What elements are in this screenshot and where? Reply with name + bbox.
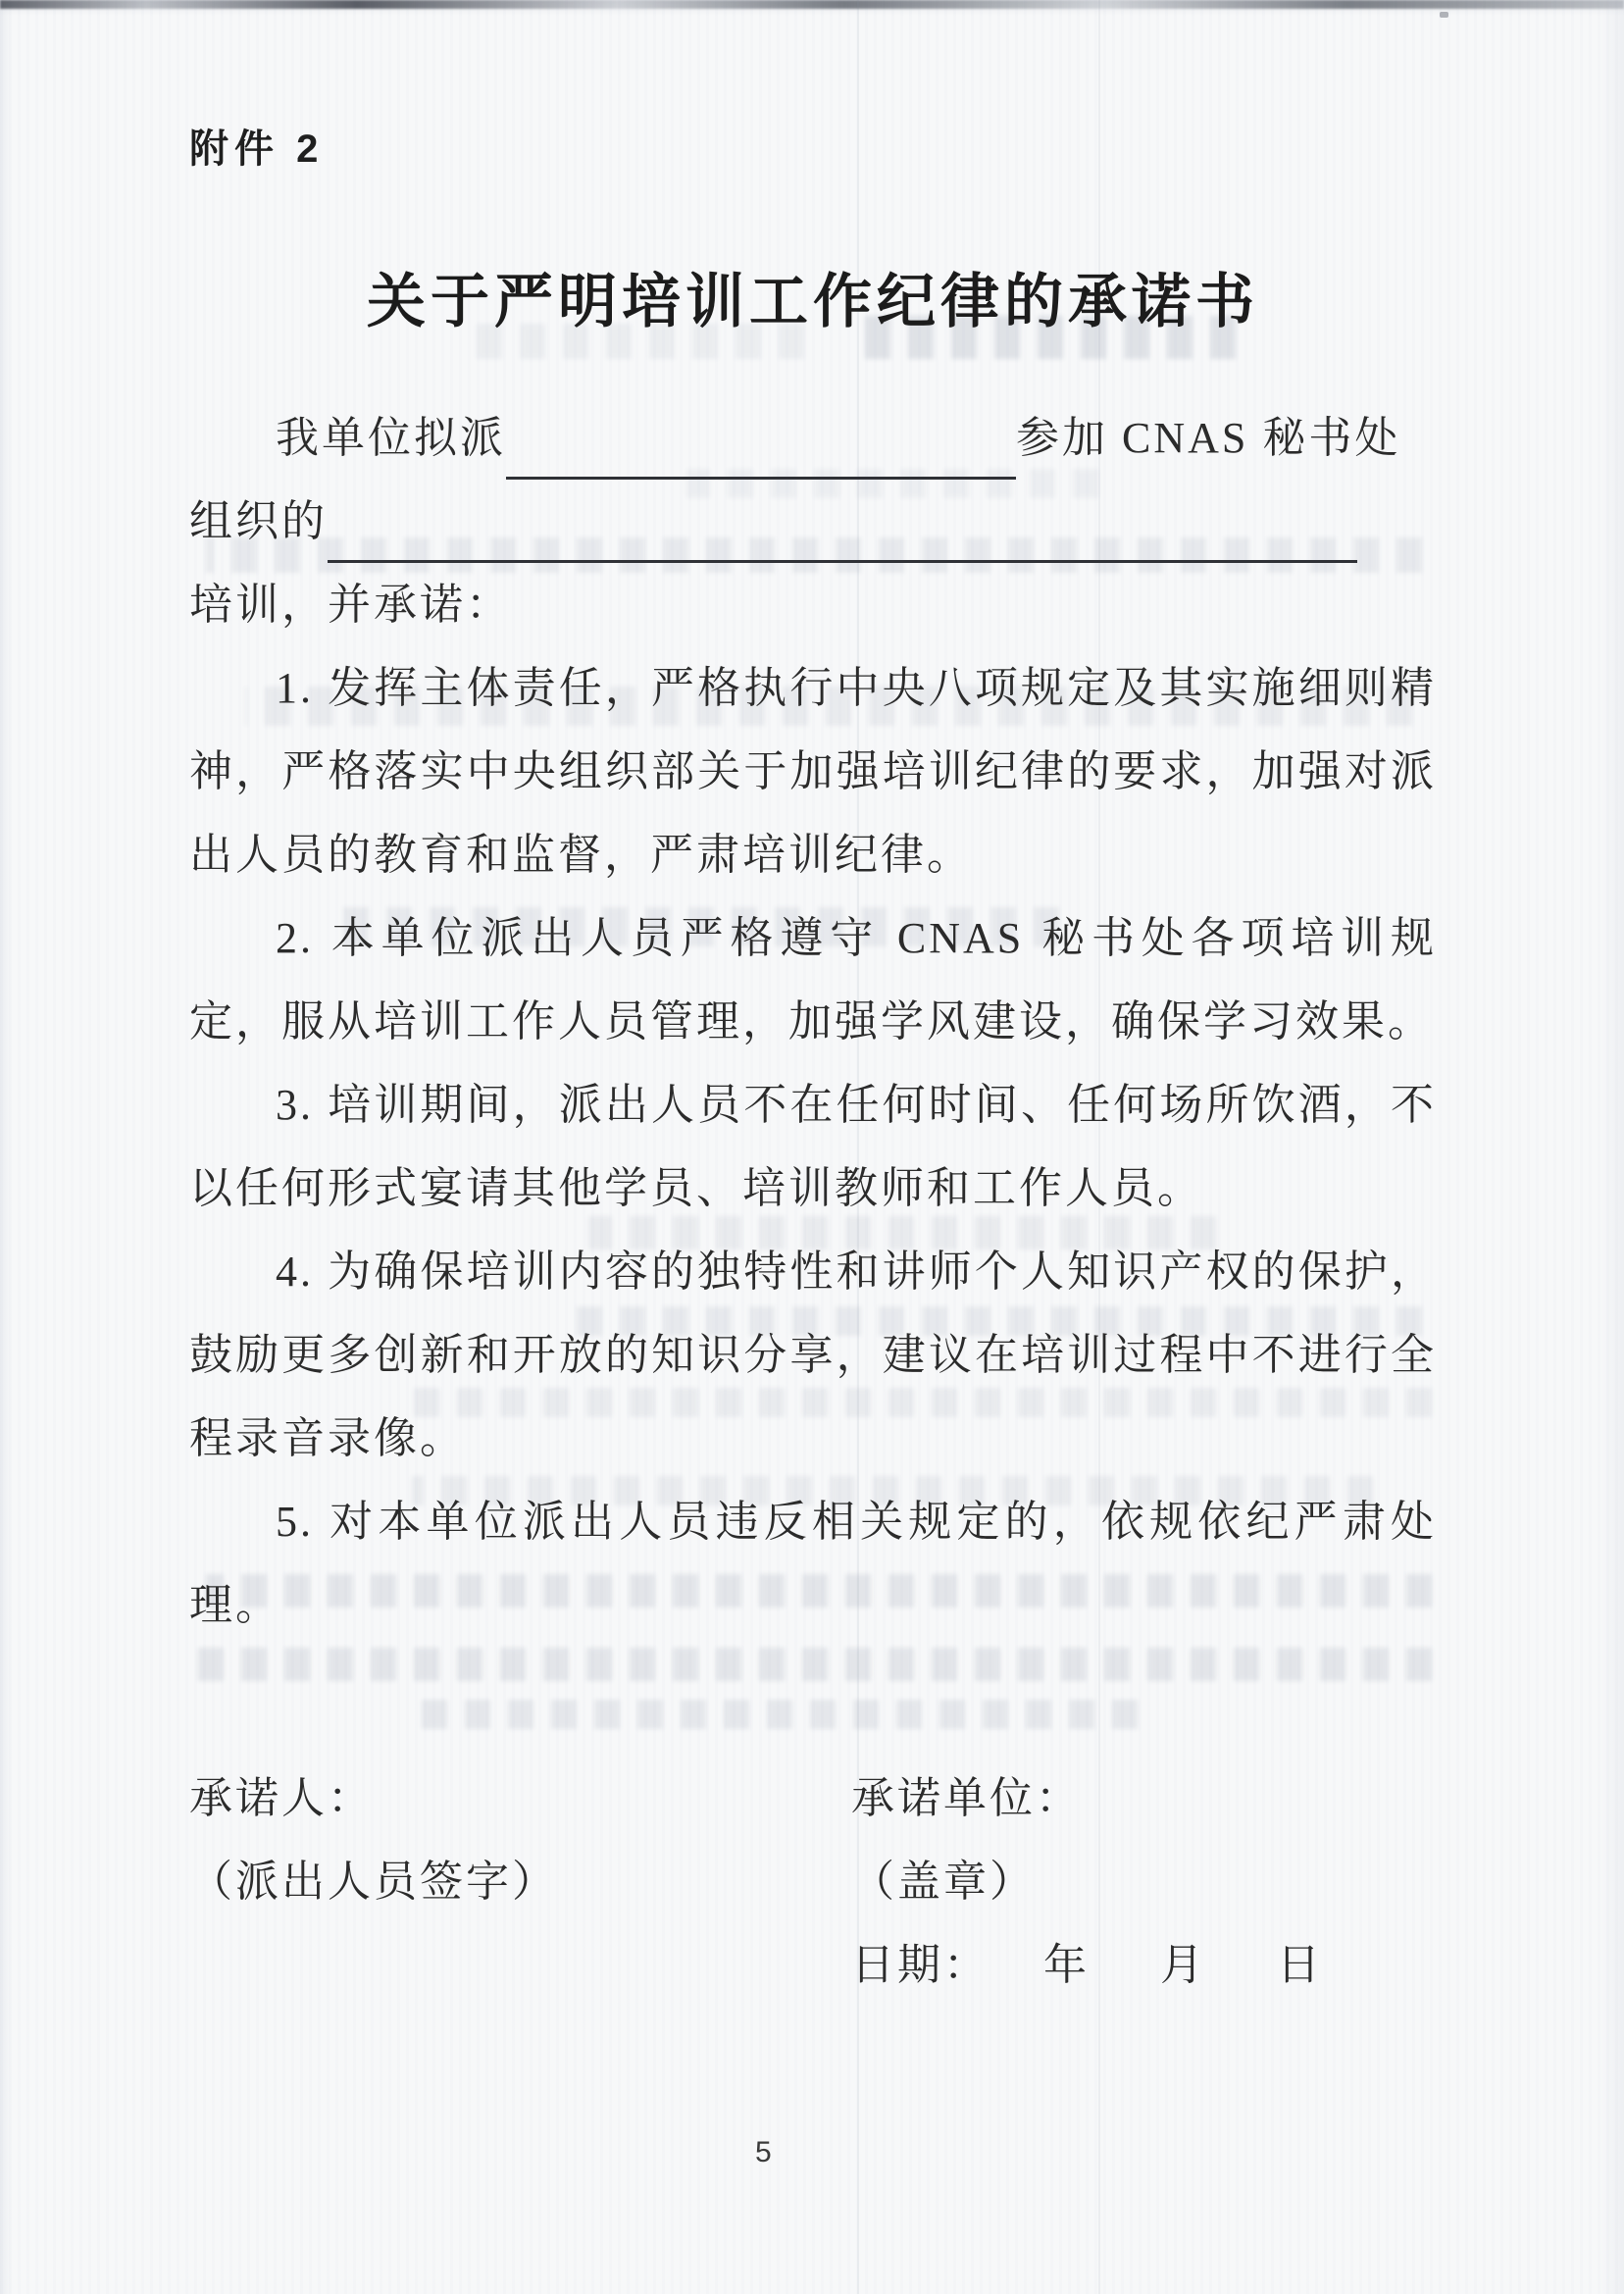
commitment-paragraph-2: 2. 本单位派出人员严格遵守 CNAS 秘书处各项培训规定，服从培训工作人员管理，加强学风建设，确保学习效果。 <box>189 914 1437 1045</box>
commitment-paragraph-1: 1. 发挥主体责任，严格执行中央八项规定及其实施细则精神，严格落实中央组织部关于加强培训纪律的要求，加强对派出人员的教育和监督，严肃培训纪律。 <box>189 664 1437 879</box>
signature-labels-row <box>189 1757 1437 1840</box>
year-label: 年 <box>1043 1941 1090 1989</box>
opening-line-1-suffix: 参加 CNAS 秘书处 <box>1016 414 1401 462</box>
opening-line-2 <box>189 480 1437 563</box>
fill-in-blank-personnel <box>506 432 1016 480</box>
commitment-paragraph-4: 4. 为确保培训内容的独特性和讲师个人知识产权的保护，鼓励更多创新和开放的知识分享，建议在培训过程中不进行全程录音录像。 <box>189 1248 1437 1462</box>
opening-line-1 <box>189 396 1437 480</box>
signature-notes-row <box>189 1840 1437 1923</box>
unit-label: 承诺单位： <box>851 1774 1082 1822</box>
document-body <box>189 396 1437 2007</box>
opening-line-2-prefix: 组织的 <box>189 497 328 545</box>
opening-line-1-prefix: 我单位拟派 <box>276 414 506 462</box>
date-line <box>851 1923 1437 2007</box>
opening-line-3-text: 培训，并承诺： <box>189 581 512 629</box>
date-label: 日期： <box>851 1941 990 1989</box>
document-content <box>189 126 1437 2007</box>
commitment-paragraph-5: 5. 对本单位派出人员违反相关规定的，依规依纪严肃处理。 <box>189 1498 1437 1629</box>
signature-block <box>189 1757 1437 2007</box>
page-number: 5 <box>755 2136 772 2168</box>
date-row <box>189 1923 1437 2007</box>
document-title: 关于严明培训工作纪律的承诺书 <box>367 269 1259 334</box>
attachment-label: 附件 2 <box>189 127 325 171</box>
month-label: 月 <box>1160 1941 1206 1989</box>
unit-seal-note: （盖章） <box>851 1858 1036 1906</box>
date-row-spacer <box>189 1923 851 2007</box>
fill-in-blank-training-name <box>328 515 1357 563</box>
scan-edge-artifact <box>0 0 1624 9</box>
day-label: 日 <box>1277 1941 1323 1989</box>
promiser-label: 承诺人： <box>189 1774 374 1822</box>
commitment-paragraph-3: 3. 培训期间，派出人员不在任何时间、任何场所饮酒，不以任何形式宴请其他学员、培训教师和工作人员。 <box>189 1081 1437 1212</box>
opening-line-3 <box>189 563 1437 646</box>
scan-speck-artifact <box>1440 12 1448 18</box>
promiser-signature-note: （派出人员签字） <box>189 1858 558 1906</box>
